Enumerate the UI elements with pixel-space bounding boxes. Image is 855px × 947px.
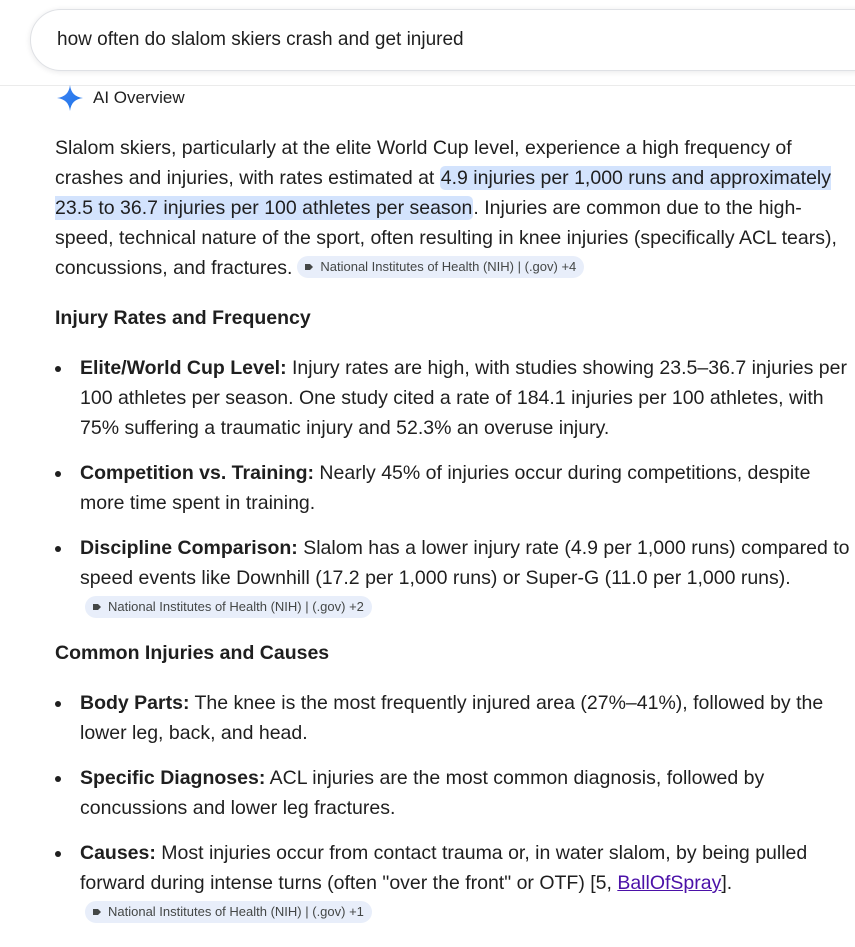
ballofspray-link[interactable]: BallOfSpray — [617, 872, 722, 894]
source-arrow-icon — [92, 907, 102, 917]
item-text-after-link: ]. — [721, 872, 733, 894]
item-label: Competition vs. Training: — [80, 462, 315, 484]
item-text: Injury rates are high, with studies showing 23.5–36.7 injuries per 100 athletes per season. One study cited a rate of 184.1 injuries per 100 athletes, with 75% suffering a traumatic injury and 52.3% an overuse injury. — [80, 357, 847, 439]
rates-list — [55, 353, 855, 623]
section-heading-rates: Injury Rates and Frequency — [55, 307, 311, 329]
intro-paragraph — [55, 133, 855, 283]
source-arrow-icon — [304, 262, 314, 272]
item-label: Discipline Comparison: — [80, 537, 298, 559]
ai-overview-header — [56, 84, 185, 112]
item-label: Causes: — [80, 842, 156, 864]
list-item — [55, 458, 855, 518]
item-label: Elite/World Cup Level: — [80, 357, 287, 379]
item-text: The knee is the most frequently injured area (27%–41%), followed by the lower leg, back, and head. — [80, 692, 824, 744]
ai-overview-content — [55, 133, 855, 943]
highlighted-text: 4.9 injuries per 1,000 runs and approximately 23.5 to 36.7 injuries per 100 athletes per season — [55, 167, 831, 219]
source-chip[interactable] — [85, 901, 372, 923]
list-item — [55, 533, 855, 623]
item-text: Most injuries occur from contact trauma or, in water slalom, by being pulled forward during intense turns (often "over the front" or OTF) [5, — [80, 842, 808, 894]
item-text: Slalom has a lower injury rate (4.9 per 1,000 runs) compared to speed events like Downhill (17.2 per 1,000 runs) or Super-G (11.0 per 1,000 runs). — [80, 537, 850, 589]
source-chip-label: National Institutes of Health (NIH) | (.gov) +2 — [108, 599, 364, 614]
list-item — [55, 353, 855, 443]
item-label: Body Parts: — [80, 692, 190, 714]
bullet-dot — [55, 546, 61, 552]
bullet-dot — [55, 471, 61, 477]
source-arrow-icon — [92, 602, 102, 612]
intro-text-after: . Injuries are common due to the high-speed, technical nature of the sport, often resulting in knee injuries (specifically ACL tears), concussions, and fractures. — [55, 197, 837, 279]
section-heading-injuries: Common Injuries and Causes — [55, 642, 330, 664]
item-text: ACL injuries are the most common diagnosis, followed by concussions and lower leg fractures. — [80, 767, 765, 819]
list-item — [55, 688, 855, 748]
source-chip-label: National Institutes of Health (NIH) | (.gov) +1 — [108, 904, 364, 919]
list-item — [55, 838, 855, 928]
bullet-dot — [55, 851, 61, 857]
bullet-dot — [55, 366, 61, 372]
source-chip[interactable] — [85, 596, 372, 618]
bullet-dot — [55, 701, 61, 707]
search-input[interactable]: how often do slalom skiers crash and get injured — [57, 29, 464, 50]
intro-text: Slalom skiers, particularly at the elite World Cup level, experience a high frequency of crashes and injuries, with rates estimated at — [55, 137, 792, 189]
sparkle-icon — [56, 84, 84, 112]
search-bar[interactable] — [30, 9, 855, 71]
ai-overview-title: AI Overview — [93, 88, 185, 107]
item-label: Specific Diagnoses: — [80, 767, 266, 789]
source-chip-label: National Institutes of Health (NIH) | (.gov) +4 — [320, 259, 577, 274]
item-text: Nearly 45% of injuries occur during competitions, despite more time spent in training. — [80, 462, 811, 514]
bullet-dot — [55, 776, 61, 782]
source-chip[interactable] — [297, 256, 584, 278]
list-item — [55, 763, 855, 823]
injuries-list — [55, 688, 855, 928]
